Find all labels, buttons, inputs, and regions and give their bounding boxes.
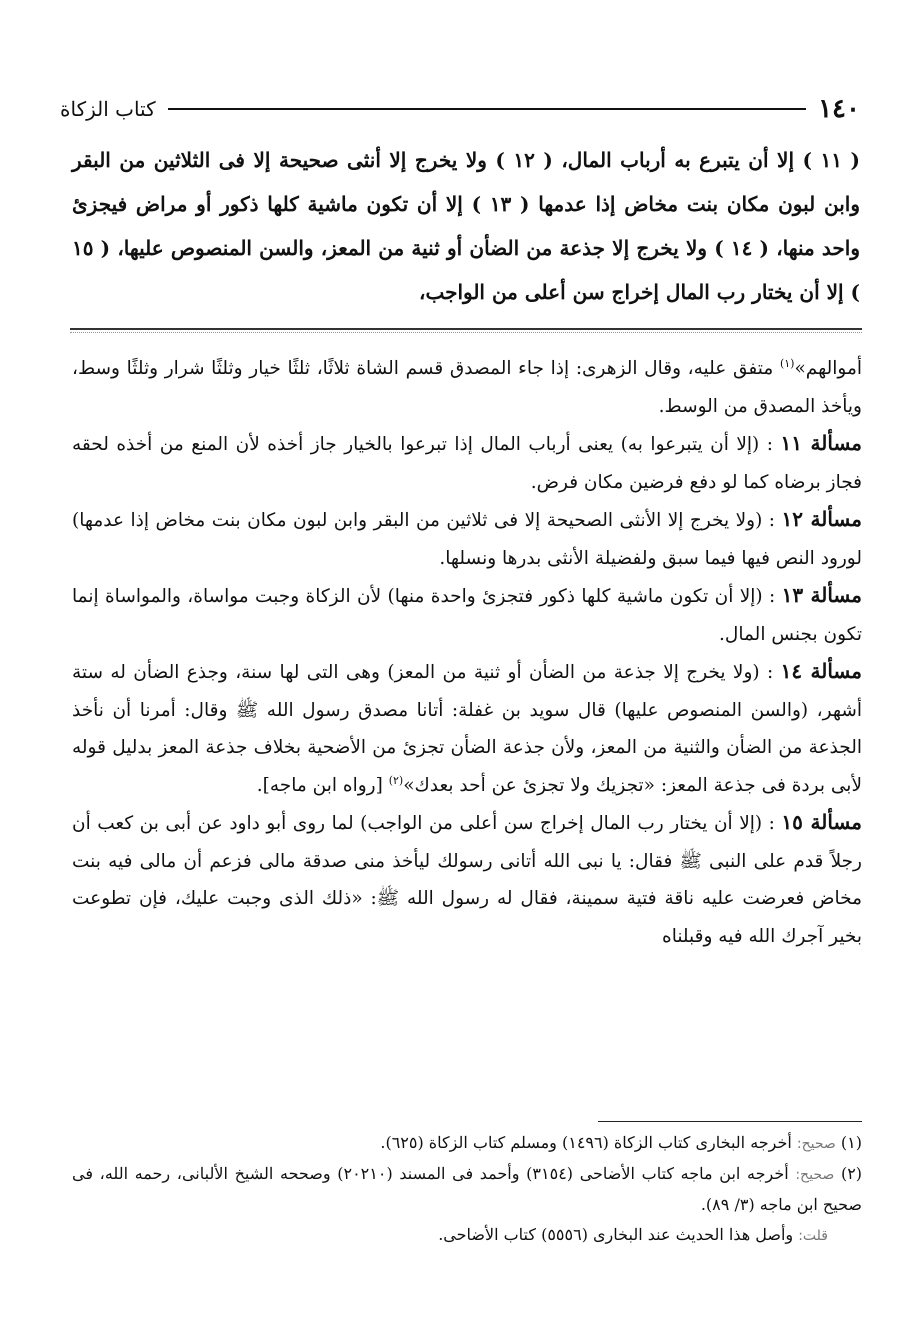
issue-label: مسألة ١٢ bbox=[781, 507, 862, 531]
footnote-1: (١) صحيح: أخرجه البخارى كتاب الزكاة (١٤٩٦) ومسلم كتاب الزكاة (٦٢٥). bbox=[380, 1133, 862, 1152]
commentary bbox=[72, 350, 862, 955]
footnote-rule bbox=[598, 1121, 862, 1122]
commentary-intro: أموالهم»$^{(١)}$ متفق عليه، وقال الزهرى: إذا جاء المصدق قسم الشاة ثلاثًا، ثلثًا خيار وثلثًا شرار وثلثًا وسط، ويأخذ المصدق من الوسط. bbox=[72, 356, 862, 417]
page-number: ١٤٠ bbox=[818, 94, 860, 124]
running-header bbox=[60, 92, 860, 126]
issue-label: مسألة ١٣ bbox=[781, 583, 862, 607]
footnote-ref[interactable]: (١) bbox=[779, 356, 795, 370]
issue-12: مسألة ١٢ : (ولا يخرج إلا الأنثى الصحيحة إلا فى ثلاثين من البقر وابن لبون مكان بنت مخاض إذا عدمها) لورود النص فيها فيما سبق ولفضيلة الأنثى بدرها ونسلها. bbox=[72, 507, 862, 569]
issue-13: مسألة ١٣ : (إلا أن تكون ماشية كلها ذكور فتجزئ واحدة منها) لأن الزكاة وجبت مواساة، والمواساة إنما تكون بجنس المال. bbox=[72, 583, 862, 645]
footnote-note: قلت: وأصل هذا الحديث عند البخارى (٥٥٥٦) كتاب الأضاحى. bbox=[438, 1225, 828, 1244]
issue-11: مسألة ١١ : (إلا أن يتبرعوا به) يعنى أرباب المال إذا تبرعوا بالخيار جاز أخذه لأن المنع من أخذه لحقه فجاز برضاه كما لو دفع فرضين مكان فرض. bbox=[72, 431, 862, 493]
issue-label: مسألة ١٥ bbox=[781, 810, 862, 834]
issue-15: مسألة ١٥ : (إلا أن يختار رب المال إخراج سن أعلى من الواجب) لما روى أبو داود عن أبى بن كعب أن رجلاً قدم على النبى ﷺ فقال: يا نبى الله أتانى رسولك ليأخذ منى صدقة مالى فزعم أن مالى فيه بنت مخاض فعرضت عليه ناقة فتية سمينة، فقال له رسول الله ﷺ: «ذلك الذى وجبت عليك، فإن تطوعت بخير آجرك الله فيه وقبلناه bbox=[72, 810, 862, 947]
footnote-2: (٢) صحيح: أخرجه ابن ماجه كتاب الأضاحى (٣١٥٤) وأحمد فى المسند (٢٠٢١٠) وصححه الشيخ الألبانى، رحمه الله، فى صحيح ابن ماجه (٣/ ٨٩). bbox=[72, 1164, 863, 1214]
header-rule bbox=[168, 108, 806, 110]
issue-14: مسألة ١٤ : (ولا يخرج إلا جذعة من الضأن أو ثنية من المعز) وهى التى لها سنة، وجذع الضأن له ستة أشهر، (والسن المنصوص عليها) قال سويد بن غفلة: أتانا مصدق رسول الله ﷺ وقال: أمرنا أن نأخذ الجذعة من الضأن والثنية من المعز، ولأن جذعة الضأن تجزئ من الأضحية بخلاف جذعة المعز بدليل قوله لأبى بردة فى جذعة المعز: «تجزيك ولا تجزئ عن أحد بعدك»$^{(٢)}$ [رواه ابن ماجه]. bbox=[72, 659, 862, 796]
section-divider-dotted bbox=[70, 332, 862, 333]
footnote-ref[interactable]: (٢) bbox=[388, 773, 404, 787]
issue-label: مسألة ١١ bbox=[780, 431, 862, 455]
section-divider bbox=[70, 328, 862, 330]
issue-label: مسألة ١٤ bbox=[780, 659, 862, 683]
main-text: ( ١١ ) إلا أن يتبرع به أرباب المال، ( ١٢ ) ولا يخرج إلا أنثى صحيحة إلا فى الثلاثين من البقر وابن لبون مكان بنت مخاض إذا عدمها ( ١٣ ) إلا أن تكون ماشية كلها ذكور أو مراض فيجزئ واحد منها، ( ١٤ ) ولا يخرج إلا جذعة من الضأن أو ثنية من المعز، والسن المنصوص عليها، ( ١٥ ) إلا أن يختار رب المال إخراج سن أعلى من الواجب، bbox=[72, 148, 860, 304]
chapter-title: كتاب الزكاة bbox=[60, 97, 156, 121]
footnotes bbox=[72, 1128, 862, 1251]
